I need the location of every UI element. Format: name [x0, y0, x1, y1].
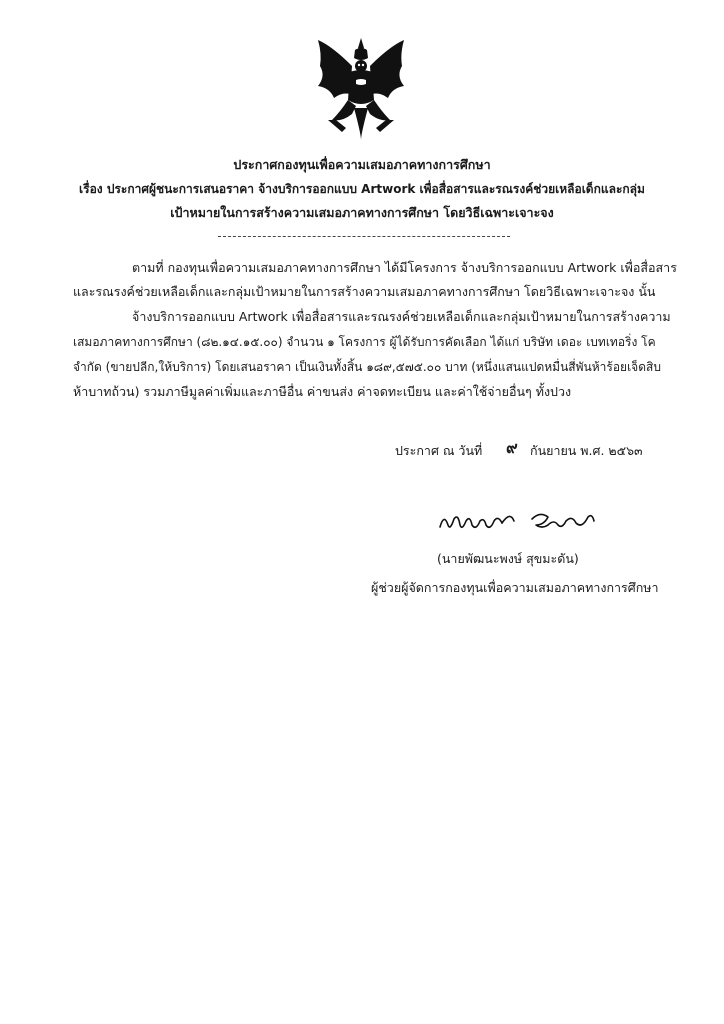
paragraph-2-line-4: ห้าบาทถ้วน) รวมภาษีมูลค่าเพิ่มและภาษีอื่น ค่าขนส่ง ค่าจดทะเบียน และค่าใช้จ่ายอื่นๆ ทั้งปวง [73, 384, 572, 399]
signature-image [436, 503, 596, 539]
announcement-title: ประกาศกองทุนเพื่อความเสมอภาคทางการศึกษา [233, 157, 491, 172]
divider [218, 236, 510, 237]
announce-date-day: ๙ [506, 438, 518, 457]
subject-line-2: เป้าหมายในการสร้างความเสมอภาคทางการศึกษา โดยวิธีเฉพาะเจาะจง [170, 205, 554, 220]
signer-position: ผู้ช่วยผู้จัดการกองทุนเพื่อความเสมอภาคทางการศึกษา [371, 580, 659, 595]
signer-name: (นายพัฒนะพงษ์ สุขมะดัน) [437, 551, 579, 566]
paragraph-1-line-2: และรณรงค์ช่วยเหลือเด็กและกลุ่มเป้าหมายในการสร้างความเสมอภาคทางการศึกษา โดยวิธีเฉพาะเจาะจง นั้น [73, 284, 656, 299]
paragraph-2-line-1: จ้างบริการออกแบบ Artwork เพื่อสื่อสารและรณรงค์ช่วยเหลือเด็กและกลุ่มเป้าหมายในการสร้างความ [132, 309, 671, 324]
paragraph-1-line-1: ตามที่ กองทุนเพื่อความเสมอภาคทางการศึกษา ได้มีโครงการ จ้างบริการออกแบบ Artwork เพื่อสื่อสาร [132, 260, 677, 275]
garuda-emblem-icon [312, 36, 410, 142]
subject-line-1: เรื่อง ประกาศผู้ชนะการเสนอราคา จ้างบริการออกแบบ Artwork เพื่อสื่อสารและรณรงค์ช่วยเหลือเด็กและกลุ่ม [79, 182, 645, 196]
announce-date-month-year: กันยายน พ.ศ. ๒๕๖๓ [530, 443, 643, 458]
paragraph-2-line-2: เสมอภาคทางการศึกษา (๘๒.๑๔.๑๕.๐๐) จำนวน ๑ โครงการ ผู้ได้รับการคัดเลือก ได้แก่ บริษัท เดอะ เบทเทอริ่ง โค [73, 335, 656, 349]
paragraph-2-line-3: จำกัด (ขายปลีก,ให้บริการ) โดยเสนอราคา เป็นเงินทั้งสิ้น ๑๘๙,๕๗๕.๐๐ บาท (หนึ่งแสนแปดหมื่นสี่พันห้าร้อยเจ็ดสิบ [73, 360, 661, 374]
announce-date-label: ประกาศ ณ วันที่ [395, 443, 483, 458]
